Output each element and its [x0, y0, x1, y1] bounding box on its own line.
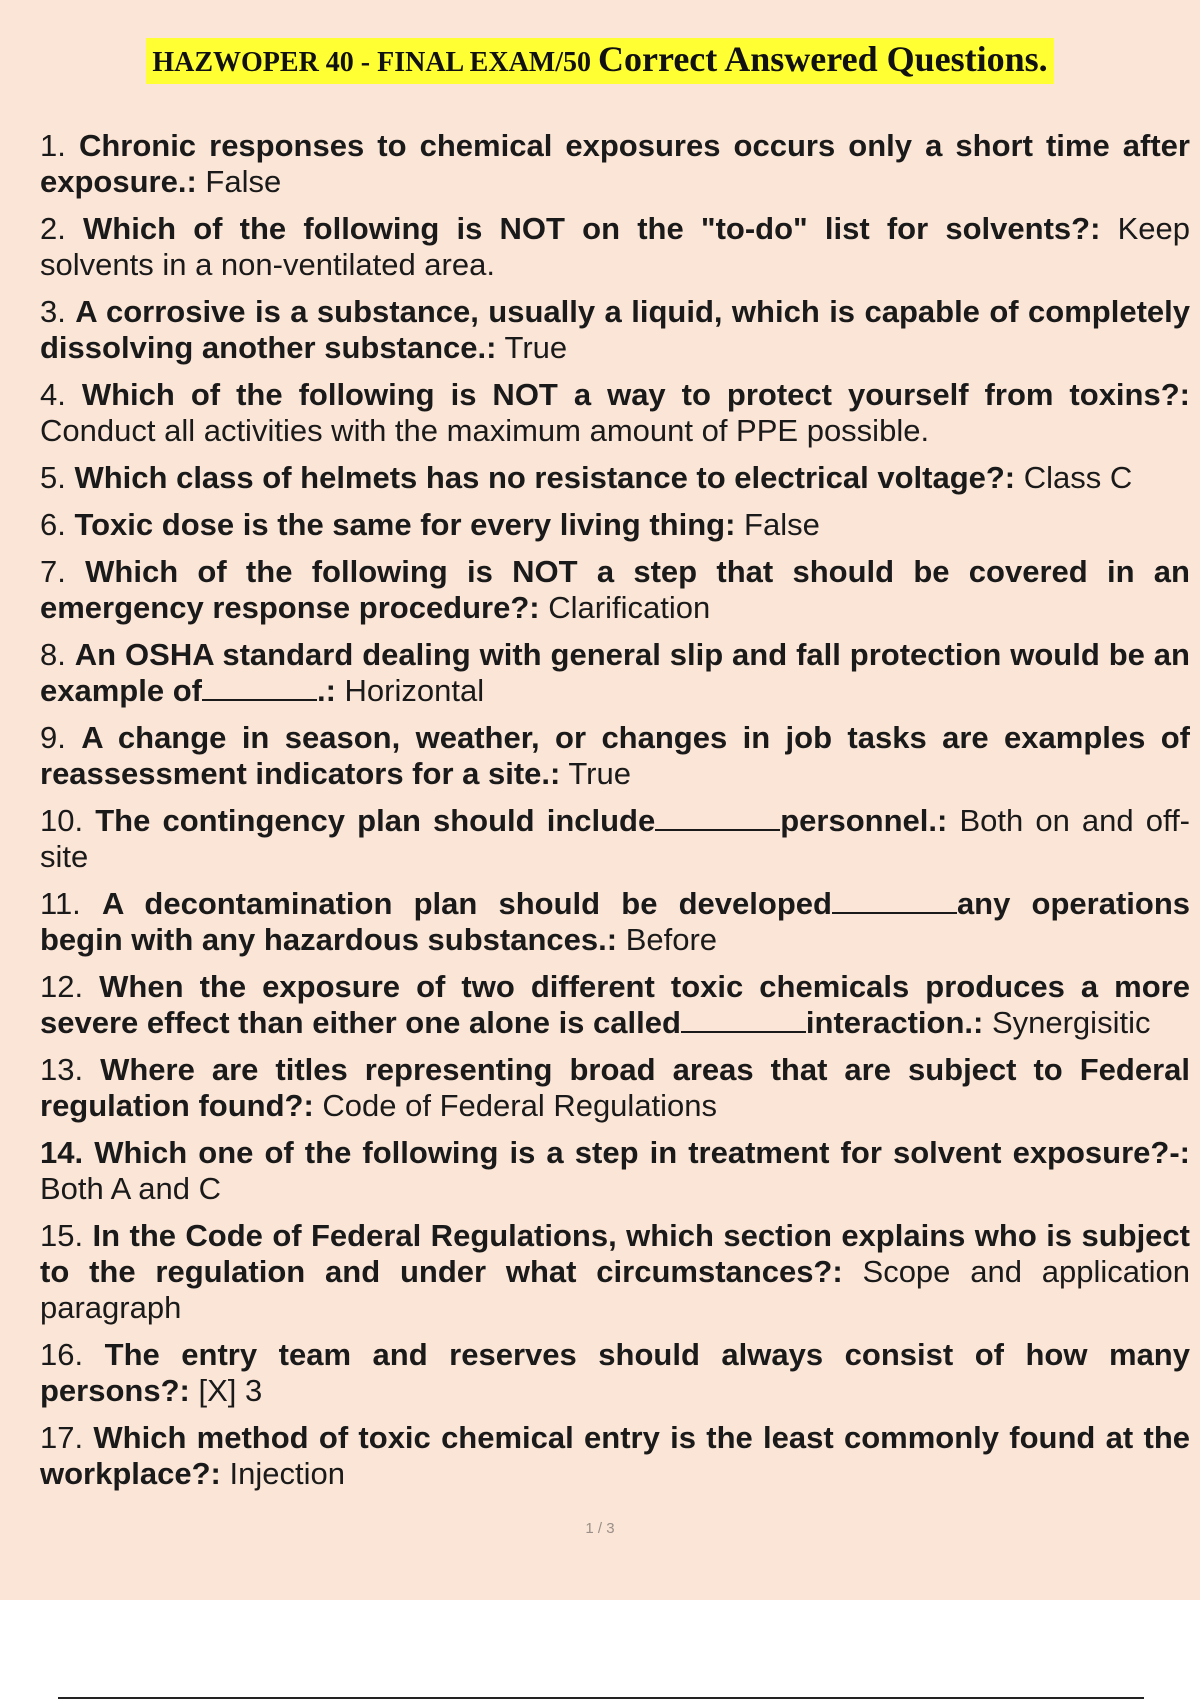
question-text-before-blank: An OSHA standard dealing with general slip and fall protection would be an example of [40, 637, 1190, 708]
answer-text: Code of Federal Regulations [322, 1088, 718, 1123]
question-item-10 [40, 803, 1190, 875]
question-item-3 [40, 294, 1190, 366]
answer-text: [X] 3 [198, 1373, 263, 1408]
answer-text: Injection [229, 1456, 345, 1491]
question-number: 8. [40, 637, 66, 672]
title-part-2: Correct Answered Questions. [598, 39, 1048, 79]
answer-text: Clarification [548, 590, 711, 625]
answer-text: False [744, 507, 820, 542]
question-text: Which of the following is NOT on the "to-do" list for solvents?: [83, 211, 1101, 246]
question-item-9 [40, 720, 1190, 792]
question-text-after-blank: interaction.: [805, 1005, 984, 1040]
title-part-1: HAZWOPER 40 - FINAL EXAM/50 [152, 47, 599, 78]
question-text-before-blank: A decontamination plan should be developed [101, 886, 832, 921]
question-number: 17. [40, 1420, 84, 1455]
question-item-14 [40, 1135, 1190, 1207]
question-text: Which of the following is NOT a step that should be covered in an emergency response procedure?: [40, 554, 1190, 625]
answer-text: Synergisitic [991, 1005, 1151, 1040]
question-number: 12. [40, 969, 84, 1004]
question-number: 2. [40, 211, 66, 246]
question-item-13 [40, 1052, 1190, 1124]
fill-in-blank [655, 828, 780, 831]
page-indicator: 1 / 3 [585, 1520, 615, 1537]
question-item-17 [40, 1420, 1190, 1492]
question-number: 6. [40, 507, 66, 542]
question-item-2 [40, 211, 1190, 283]
question-text: Toxic dose is the same for every living thing: [74, 507, 736, 542]
question-text: Which class of helmets has no resistance to electrical voltage?: [74, 460, 1016, 495]
question-item-7 [40, 554, 1190, 626]
question-item-8 [40, 637, 1190, 709]
question-item-5 [40, 460, 1190, 496]
fill-in-blank [832, 911, 957, 914]
answer-text: True [504, 330, 568, 365]
answer-text: Both on and off-site [40, 803, 1191, 874]
fill-in-blank [202, 698, 317, 701]
question-number: 5. [40, 460, 66, 495]
question-text: A corrosive is a substance, usually a liquid, which is capable of completely dissolving another substance.: [40, 294, 1190, 365]
question-text: Which of the following is NOT a way to protect yourself from toxins?: [81, 377, 1190, 412]
question-text [40, 886, 1190, 957]
question-text: The entry team and reserves should always consist of how many persons?: [40, 1337, 1190, 1408]
answer-text: Conduct all activities with the maximum amount of PPE possible. [40, 413, 930, 448]
question-text: A change in season, weather, or changes in job tasks are examples of reassessment indicators for a site.: [40, 720, 1191, 791]
document-title [146, 38, 1053, 84]
question-number: 15. [40, 1218, 84, 1253]
question-text: Where are titles representing broad areas that are subject to Federal regulation found?: [40, 1052, 1190, 1123]
answer-text: Keep solvents in a non-ventilated area. [40, 211, 1190, 282]
question-number: 13. [40, 1052, 84, 1087]
question-text [95, 803, 947, 838]
question-text: Which one of the following is a step in treatment for solvent exposure?-: [94, 1135, 1190, 1170]
fill-in-blank [681, 1030, 806, 1033]
question-number: 10. [40, 803, 84, 838]
question-number: 3. [40, 294, 66, 329]
question-text-after-blank: .: [316, 673, 336, 708]
question-number: 1. [40, 128, 66, 163]
question-item-6 [40, 507, 1190, 543]
question-text-before-blank: The contingency plan should include [95, 803, 656, 838]
question-item-12 [40, 969, 1190, 1041]
question-text [40, 637, 1190, 708]
answer-text: True [568, 756, 631, 791]
question-item-11 [40, 886, 1190, 958]
question-number: 16. [40, 1337, 84, 1372]
question-item-1 [40, 128, 1190, 200]
title-wrap [0, 38, 1200, 84]
answer-text: False [205, 164, 282, 199]
question-item-16 [40, 1337, 1190, 1409]
bottom-divider [58, 1697, 1144, 1699]
question-item-4 [40, 377, 1190, 449]
question-text-before-blank: When the exposure of two different toxic chemicals produces a more severe effect than either one alone is called [40, 969, 1190, 1040]
question-text: Which method of toxic chemical entry is the least commonly found at the workplace?: [40, 1420, 1190, 1491]
question-number: 7. [40, 554, 66, 589]
answer-text: Class C [1023, 460, 1133, 495]
question-list [40, 128, 1190, 1503]
question-number: 11. [40, 886, 81, 921]
question-number: 9. [40, 720, 66, 755]
question-text-after-blank: personnel.: [780, 803, 948, 838]
answer-text: Horizontal [344, 673, 485, 708]
question-number: 4. [40, 377, 66, 412]
question-text: Chronic responses to chemical exposures occurs only a short time after exposure.: [40, 128, 1190, 199]
answer-text: Scope and application paragraph [40, 1254, 1190, 1325]
question-number: 14. [40, 1135, 84, 1170]
question-item-15 [40, 1218, 1190, 1326]
question-text: In the Code of Federal Regulations, which section explains who is subject to the regulation and under what circumstances?: [40, 1218, 1190, 1289]
answer-text: Before [625, 922, 718, 957]
question-text-after-blank: any operations begin with any hazardous substances.: [40, 886, 1190, 957]
answer-text: Both A and C [40, 1171, 221, 1206]
